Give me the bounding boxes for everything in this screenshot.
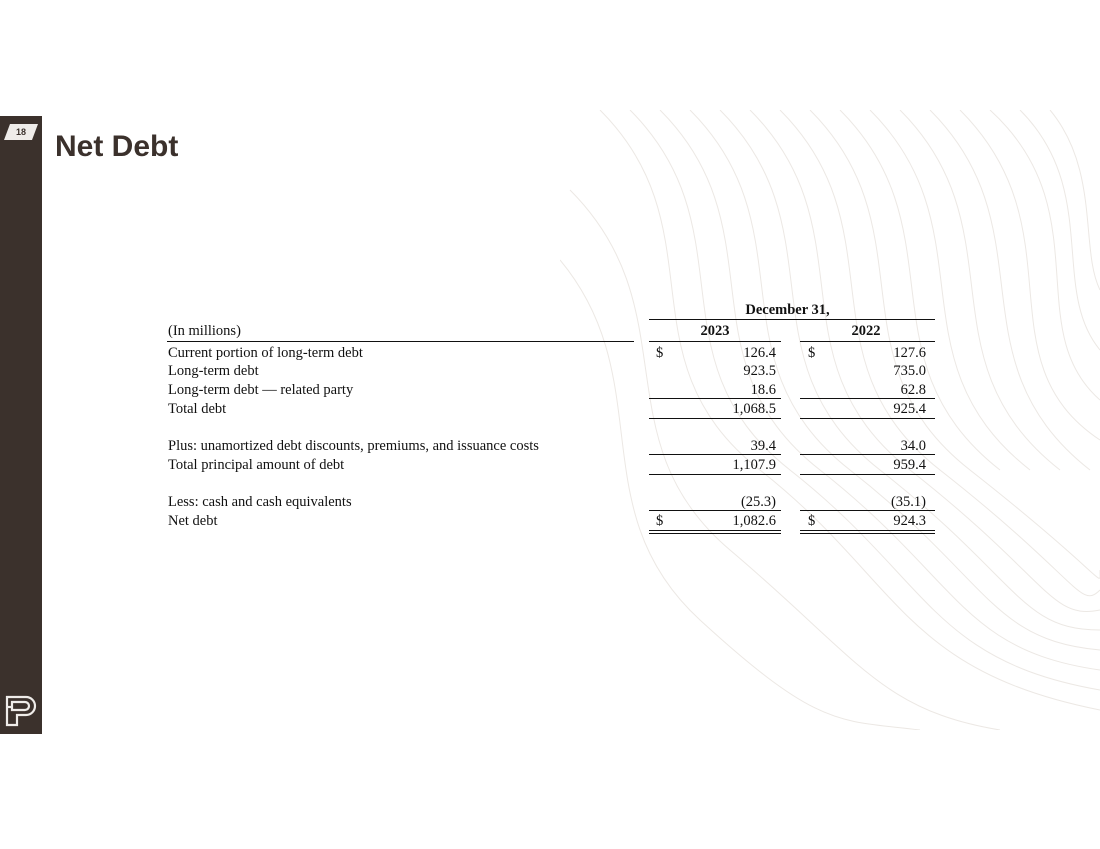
value-2023: 39.4 (750, 438, 776, 454)
table-row-label: Current portion of long-term debt (168, 345, 363, 361)
label-column-rule (167, 341, 634, 342)
value-2022: 735.0 (893, 363, 926, 379)
value-2022: 62.8 (900, 382, 926, 398)
grand-total-double-rule (800, 530, 935, 531)
currency-symbol: $ (808, 513, 816, 529)
value-2022: 924.3 (893, 513, 926, 529)
table-row-label: Net debt (168, 513, 218, 529)
subtotal-rule (649, 398, 781, 399)
subtotal-rule (649, 454, 781, 455)
page-number: 18 (15, 127, 26, 137)
year-header-2023: 2023 (700, 323, 730, 339)
total-rule (649, 474, 781, 475)
currency-symbol: $ (808, 345, 816, 361)
table-row-label: Total principal amount of debt (168, 457, 345, 473)
subtotal-rule (800, 454, 935, 455)
grand-total-double-rule (649, 533, 781, 534)
value-2023: 126.4 (743, 345, 776, 361)
subtotal-rule (800, 510, 935, 511)
value-2022: 127.6 (893, 345, 926, 361)
table-row-label: Long-term debt (168, 363, 259, 379)
value-2023: (25.3) (740, 494, 776, 510)
grand-total-double-rule (800, 533, 935, 534)
value-2023: 1,068.5 (732, 401, 776, 417)
value-2023: 1,082.6 (732, 513, 776, 529)
value-2023: 18.6 (750, 382, 776, 398)
grand-total-double-rule (649, 530, 781, 531)
table-row-label: Less: cash and cash equivalents (168, 494, 352, 510)
total-rule (649, 418, 781, 419)
table-row-label: Long-term debt — related party (168, 382, 354, 398)
value-2022: (35.1) (890, 494, 926, 510)
value-2022: 34.0 (900, 438, 926, 454)
table-row-label: Total debt (168, 401, 227, 417)
unit-label: (In millions) (168, 323, 241, 339)
table-row-label: Plus: unamortized debt discounts, premiums, and issuance costs (168, 438, 539, 454)
year-header-2022: 2022 (851, 323, 881, 339)
year-2023-rule (649, 341, 781, 342)
period-header-rule (649, 319, 935, 320)
year-2022-rule (800, 341, 935, 342)
subtotal-rule (649, 510, 781, 511)
value-2022: 959.4 (893, 457, 926, 473)
total-rule (800, 474, 935, 475)
company-logo-icon (4, 694, 38, 728)
value-2022: 925.4 (893, 401, 926, 417)
value-2023: 1,107.9 (732, 457, 776, 473)
subtotal-rule (800, 398, 935, 399)
decorative-wave-pattern (560, 110, 1100, 730)
currency-symbol: $ (656, 513, 664, 529)
page-title: Net Debt (55, 130, 179, 163)
currency-symbol: $ (656, 345, 664, 361)
left-sidebar-bar (0, 116, 42, 734)
total-rule (800, 418, 935, 419)
page-number-tab (4, 124, 38, 140)
value-2023: 923.5 (743, 363, 776, 379)
period-header: December 31, (745, 302, 830, 318)
